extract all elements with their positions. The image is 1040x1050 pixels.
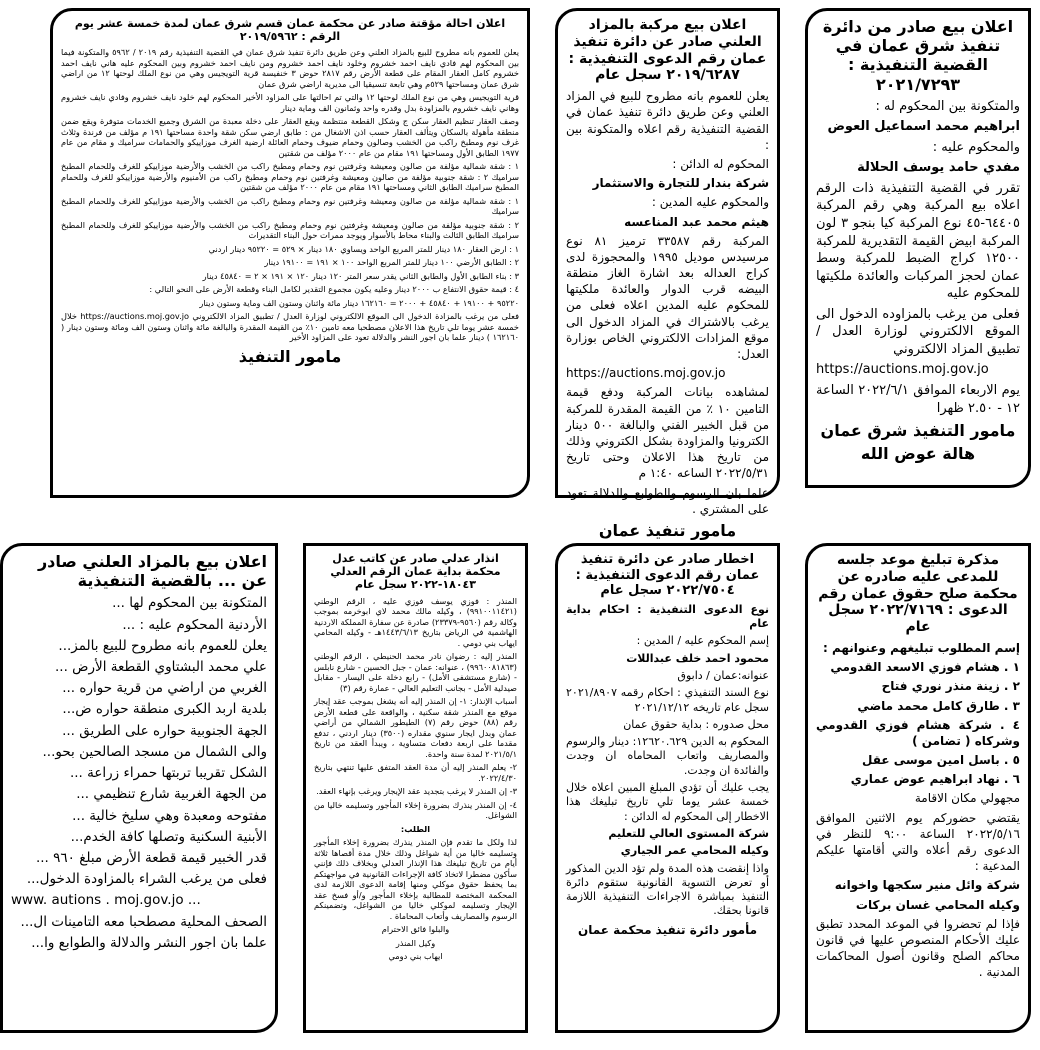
notice-line: المحكوم له الدائن : [672,156,769,171]
notice-line: واذا إنقضت هذه المدة ولم تؤد الدين المذكور أو تعرض التسوية القانونية ستقوم دائرة التنفيذ بمباشرة الاجراءات التنفيذية اللازمة قانونا بحقك. [566,861,769,918]
notice-line: مفدي حامد يوسف الحلالة [857,160,1020,176]
notice-title: اخطار صادر عن دائرة تنفيذ عمان رقم الدعوى التنفيذية : ٢٠٢٢/٧٥٠٤ سجل عام [575,552,760,599]
notice-line: مفتوحه ومعبدة وهي سليخ خالية ... [72,807,267,824]
notice-line: نوع السند التنفيذي : احكام رقمه ٢٠٢١/٨٩٠٧ سجل عام تاريخه ٢٠٢١/١٢/١٢ [566,686,769,714]
notice-execution-warning [555,543,780,1033]
notice-line: فعلى من يرغب بالمزادة الدخول الى الموقع الالكتروني لوزارة العدل / تطبيق المزاد الالكتروني https://auctions.moj.gov.jo خلال خمسة عشر يوما تلي تاريخ هذا الاعلان مصطحبا معه تامين ١٠٪ من القيمة المقدرة والبالغة مائة واثنان وستون الف ومائة وستون دينار ( ١٦٢١٦٠ ) دينار علما بان اجور النشر والدلالة تعود على المزاود الأخير [61,311,520,343]
notice-signature: مأمور دائرة تنفيذ محكمة عمان [577,922,758,937]
notice-line: فعلى من يرغب بالمزاوده الدخول الى الموقع الالكتروني لوزارة العدل / تطبيق المزاد الالكتروني [816,306,1020,357]
auction-url: https://auctions.moj.gov.jo [566,366,726,381]
notice-line: الأردنية المحكوم عليه : ... [122,616,267,633]
notice-title: اعلان بيع بالمزاد العلني صادر عن ... بالقضية التنفيذية [37,552,267,591]
auction-url: www. autions . moj.gov.jo ... [11,892,201,909]
notice-line: من الجهة الغربية شارع تنظيمي ... [76,786,267,803]
notice-line: المنذر : فوزي يوسف فوزي عليه ، الرقم الوطني (٩٩١٠٠١١٤٢١) ، وكيله مالك محمد لاي ابوخرمه بموجب وكالة رقم (٩٥٦٠-٢٣٣٧٩) صادرة عن سفارة المملكة الاردنية الهاشمية في الرياض بتاريخ ١٤٤٣/٦/١٣هـ - وكيله المحامي ايهاب بني دومي . [314,595,517,648]
notice-line: والى الشمال من مسجد الصالحين بحو... [42,743,267,760]
notice-line: يعلن للعموم بانه مطروح للبيع بالمزاد العلني وعن طريق دائرة تنفيذ شرق عمان في القضية التنفيذية رقم ٢٠١٩ / ٥٩٦٢ والمتكونة فيما بين المحكوم لهم فادي نايف احمد خشروم وخلود نايف احمد خشروم ومن نايف احمد خشروم وبين المحكوم عليه هاني نايف احمد خشروم كامل العقار المقام على قطعة الأرض رقم ٢٨١٧ حوض ٣ خنفيسة قرية التويجيس وهي من نوع الملك لوحتها ١٢ من اراضي شرق عمان ومساحتها ٥٢٩م وهي تابعة تنسيقيا الى مديرية اراضي شرق عمان [61,47,519,89]
notice-line: علي محمد البشتاوي القطعة الأرض ... [54,659,267,676]
notice-line: يعلن للعموم بانه مطروح للبيع في المزاد العلني وعن طريق دائرة تنفيذ عمان في القضية التنفيذية رقم اعلاه والمتكونة بين : [566,89,769,152]
notice-line: الصحف المحلية مصطحبا معه التامينات ال... [20,913,267,930]
notice-line: محمود احمد خلف عبداللات [626,651,769,665]
list-item: ٦ . نهاد ابراهيم عوض عماري [850,772,1020,787]
notice-line: الطلب: [400,823,431,834]
notice-line: المنذر إليه : رضوان نادر محمد الحنيطي ، الرقم الوطني (٩٩٦٠٠٨١٨٦٣) ، عنوانه: عمان - جبل الحسين - شارع نابلس - (شارع مستشفى الأمل) - رابع دخلة على اليسار - مقابل صيدلية الأمل - بجانب التعليم العالي - عمارة رقم (٣) [314,651,517,693]
notice-line: ٢ : الطابق الأرضي ١٠٠ دينار للمتر المربع الواحد ١٠٠ × ١٩١ = ١٩١٠٠ دينار [264,257,519,268]
list-item: ٤ . شركة هشام فوزي القدومي وشركاه ( تضامن ) [816,717,1020,748]
notice-line: ٣ : بناء الطابق الأول والطابق الثاني يقدر سعر المتر ١٢٠ دينار ١٢٠ × ١٩١ × ٢ = ٤٥٨٤٠ دينار [202,270,519,281]
notice-line: شركة المستوى العالي للتعليم [608,826,769,840]
notice-line: والمحكوم عليه المدين : [651,195,769,210]
notice-line: ٤- إن المنذر ينذرك بضرورة إخلاء المأجور وتسليمه خاليا من الشواغل. [314,799,517,821]
list-item: ٢ . زينة منذر نوري فتاح [881,679,1020,694]
notice-line: فإذا لم تحضروا في الموعد المحدد تطبق عليك الأحكام المنصوص عليها في قانون محاكم الصلح وقانون أصول المحاكمات المدنية . [816,916,1020,980]
notice-line: ٢- يعلم المنذر إليه أن مدة العقد المتفق عليها تنتهي بتاريخ ٢٠٢٢/٤/٣٠. [314,762,517,783]
notice-line: المتكونة بين المحكوم لها ... [112,595,267,612]
notice-line: عنوانه:عمان / دابوق [677,668,769,682]
notice-line: هيثم محمد عبد المناعسه [624,214,769,229]
notice-line: أسباب الإنذار: ١- إن المنذر إليه أنه يشغل بموجب عقد إيجار موقع مع المنذر شقة سكنية ، والواقعة على قطعة الأرض رقم (٨٨) حوض رقم (٧) الطيطور الشمالي من أراضي عمان وبدل ايجار سنوي مقداره (٣٥٠٠) دينار اردني ، تدفع مقدما على اربعة دفعات متساوية ، ويبدأ العقد من تاريخ ٢٠٢١/٥/١ لمدة سنة واحدة. [314,696,518,759]
notice-title: اعلان بيع صادر من دائرة تنفيذ شرق عمان في القضية التنفيذية : ٢٠٢١/٧٢٩٣ [822,17,1014,94]
notice-line: ابراهيم محمد اسماعيل العوض [827,119,1020,135]
notice-hearing-summons [805,543,1031,1033]
notice-title: اعلان بيع مركبة بالمزاد العلني صادر عن دائرة تنفيذ عمان رقم الدعوى التنفيذية : ٢٠١٩/٦٢٨٧ سجل عام [568,17,767,84]
notice-signature: مامور تنفيذ عمان [598,520,737,540]
notice-line: الأبنية السكنية وتصلها كافة الخدم... [70,828,267,845]
list-item: ٣ . طارق كامل محمد ماضي [857,698,1020,713]
list-item: ١ . هشام فوزي الاسعد القدومي [830,660,1020,675]
notice-title: انذار عدلي صادر عن كاتب عدل محكمة بداية عمان الرقم العدلي ١٨٠٤٣-٢٠٢٢ سجل عام [330,552,501,592]
list-item: ٥ . باسل امين موسى عقل [862,753,1020,768]
notice-line: إسم المحكوم عليه / المدين : [636,634,769,648]
notice-vehicle-auction [555,8,780,540]
notice-land-auction [0,543,278,1033]
notice-line: مجهولي مكان الاقامة [914,791,1020,806]
notice-line: وكيل المنذر [395,937,436,948]
notice-line: والمتكونة بين المحكوم له : [875,98,1020,114]
notice-line: والمحكوم عليه : [932,139,1020,155]
notice-line: لمشاهده بيانات المركبة ودفع قيمة التامين ١٠ ٪ من القيمة المقدرة للمركبة من قبل الخبير الفني والبالغة ٥٠٠ دينار الكترونيا والمزاودة بشكل الكتروني وذلك من تاريخ هذا الاعلان وحتى تاريخ ٢٠٢٢/٥/٣١ الساعه ١:٤٠ م [566,385,769,481]
notice-line: يقتضي حضوركم يوم الاثنين الموافق ٢٠٢٢/٥/١٦ الساعة ٩:٠٠ للنظر في الدعوى رقم أعلاه والتي أقامتها عليكم المدعية : [816,810,1020,874]
notice-temporary-referral [50,8,530,498]
notice-line: لذا ولكل ما تقدم فإن المنذر ينذرك بضرورة إخلاء المأجور وتسليمه خاليا من أية شواغل وذلك خلال مدة أقصاها ثلاثة أيام من تاريخ تبليغك هذا الإنذار العدلي وبخلاف ذلك فإنني سأكون مضطرا لاتخاذ كافة الإجراءات القانونية في مواجهتكم بما يحفظ حقوق موكلي ومنها إقامة الدعوى اللازمة لدى المحكمة المختصة للمطالبة بإخلاء المأجور و/أو فسخ عقد الإيجار وتسليمه لموكلي خاليا من الشواغل، وتضمينكم الرسوم والمصاريف وأتعاب المحاماة . [314,837,517,921]
notice-line: قدر الخبير قيمة قطعة الأرض مبلغ ٩٦٠ ... [35,850,267,866]
notice-intro: إسم المطلوب تبليغهم وعنوانهم : [822,640,1020,655]
notice-title: مذكرة تبليغ موعد جلسه للمدعى عليه صادره عن محكمة صلح حقوق عمان رقم الدعوى : ٢٠٢٢/٧١٦٩ سجل عام [818,552,1018,636]
notice-line: ١ : شقة شمالية مؤلفة من صالون ومعيشة وغرفتين نوم وحمام ومطبخ راكب من الخشب والأرضية موزاييكو للغرف وللحمام المطبخ سراميك ٢ : شقة جنوبية مؤلفة من صالون ومعيشة وغرفتين نوم وحمام ومطبخ راكب من الأمنيوم والأرضية موزاييكو للغرف وللحمام المطبخ سراميك الطابق الثاني ومساحتها ١٩١ مقام من عام ٢٠٠٠ مؤلف من شقتين [61,161,519,193]
notice-line: شركة بندار للتجارة والاستثمار [592,176,769,191]
notice-line: الغربي من اراضي من قرية حواره ... [62,680,267,697]
notice-line: وصف العقار تنظيم العقار سكن ج وشكل القطعة منتظمة ويقع العقار على دخلة معبدة من الشرق وجميع الخدمات متوفرة ويقع ضمن منطقة مأهولة بالسكان ويتألف العقار حسب اذن الاشغال من : طابق ارضي سكن شقة واحدة مساحتها ١٩١ م مؤلف من فرندة وثلاث غرف نوم ومطبخ راكب من الخشب وصالون وحمام ضيوف وحمام العائلة ارضية الغرف موزاييكو والحمامات سراميك و مقام من عام ١٩٧٧ الطابق الأول ومساحتها ١٩١ مقام من عام ٢٠٠٠ مؤلف من شقتين [61,116,519,158]
notice-line: ١ : شقة شمالية مؤلفة من صالون ومعيشة وغرفتين نوم وحمام ومطبخ راكب من الخشب والأرضية موزاييكو للغرف وللحمام المطبخ سراميك [61,195,519,217]
notice-signature: مامور التنفيذ شرق عمان [820,421,1016,441]
notice-line: فعلى من يرغب الشراء بالمزاودة الدخول... [26,871,267,888]
auction-url: https://auctions.moj.gov.jo [816,362,989,378]
notice-line: يوم الاربعاء الموافق ٢٠٢٢/٦/١ الساعة ١٢ - ٢.٥٠ ظهرا [816,382,1020,416]
notice-signature: مامور التنفيذ [238,346,342,366]
notice-line: ايهاب بني دومي [388,951,443,962]
notice-line: قرية التويجيس وهي من نوع الملك لوحتها ١٢ والتي تم احالتها على المزاود الأخير المحكوم لهم خلود نايف خشروم وفادي نايف خشروم وهاني نايف خشروم بالمزاودة بدل وقدره واحد وثمانون الف وماية دينار [61,92,519,113]
notice-line: وكيله المحامي غسان بركات [855,897,1020,912]
notice-line: يجب عليك أن تؤدي المبلغ المبين اعلاه خلال خمسة عشر يوما تلي تاريخ تبليغك هذا الاخطار إلى المحكوم له الدائن : [566,781,769,823]
notice-legal-warning [303,543,528,1033]
notice-line: الجهة الجنوبية حواره على الطريق ... [62,722,267,739]
notice-line: علما بان الرسوم والطوابع والدلالة تعود على المشتري . [566,485,769,516]
notice-line: ٣- إن المنذر لا يرغب بتجديد عقد الإيجار ويرغب بإنهاء العقد. [316,786,517,797]
notice-line: يعلن للعموم بانه مطروح للبيع بالمز... [58,637,267,654]
notice-line: والبلوا فائق الاحترام [381,924,450,935]
notice-title: اعلان احالة مؤقتة صادر عن محكمة عمان قسم شرق عمان لمدة خمسة عشر يوم الرقم : ٢٠١٩/٥٩٦٢ [74,17,506,44]
notice-line: شركة وائل منير سكجها واخوانه [834,878,1020,893]
notice-line: تقرر في القضية التنفيذية ذات الرقم اعلاه بيع المركبة وهي رقم المركبة ٦٤٤٠٥-٤٥ نوع المركبة كيا بنجو ٣ لون المركبة ابيض القيمة التقديرية للمركبة ١٢٥٠٠ كراج الضبط للمركبة وسط عمان لحجز المركبات والعائدة ملكيتها للمحكوم عليه [816,180,1020,302]
notice-line: علما بان اجور النشر والدلالة والطوابع وا... [31,934,267,951]
notice-line: وكيله المحامي عمر الجياري [620,844,769,858]
notice-line: المحكوم به الدين ١٢٦٢٠.٦٢٩: دينار والرسوم والمصاريف واتعاب المحاماه ان وجدت والفائدة ان وجدت. [566,735,769,777]
notice-sale-east-amman [805,8,1031,488]
notice-line: ١ : ارض العقار ١٨٠ دينار للمتر المربع الواحد ويساوي ١٨٠ دينار × ٥٢٩ = ٩٥٢٢٠ دينار اردني [208,243,519,254]
notice-line: ٩٥٢٢٠ + ١٩١٠٠ + ٤٥٨٤٠ + ٢٠٠٠ = ١٦٢١٦٠ دينار مائة واثنان وستون الف وماية وستون دينار [199,297,519,308]
notice-line: ٤ : قيمة حقوق الانتفاع ب ٢٠٠٠ دينار وعليه يكون مجموع التقدير لكامل البناء وقطعة الأرض على النحو التالي : [149,284,519,295]
notice-line: نوع الدعوى التنفيذية : احكام بداية عام [566,602,769,631]
notice-line: محل صدوره : بداية حقوق عمان [623,717,769,731]
notice-line: المركبة رقم ٣٣٥٨٧ ترميز ٨١ نوع مرسيدس موديل ١٩٩٥ والمحجوزة لدى كراج العداله بعد اشارة الغاز منطقة البيضه قرب الدوار والعائدة ملكيتها للمحكوم عليه المدين اعلاه فعلى من يرغب بالاشتراك في المزاد الدخول الى موقع المزادات الالكتروني الخاص بوزارة العدل: [566,233,770,361]
notice-signature: هالة عوض الله [860,444,976,464]
notice-line: بلدية اربد الكبرى منطقة حواره ض... [62,701,267,718]
notice-line: الشكل تقريبا تربتها حمراء زراعة ... [69,765,267,782]
notice-line: ٢ : شقة جنوبية مؤلفة من صالون ومعيشة وغرفتين نوم وحمام ومطبخ راكب من الخشب والأرضية موزاييكو للغرف وللحمام المطبخ سراميك الطابق الثالث والبناء محاط بالأسوار ويوجد ممرات حول البناء التقديرات [61,219,519,241]
